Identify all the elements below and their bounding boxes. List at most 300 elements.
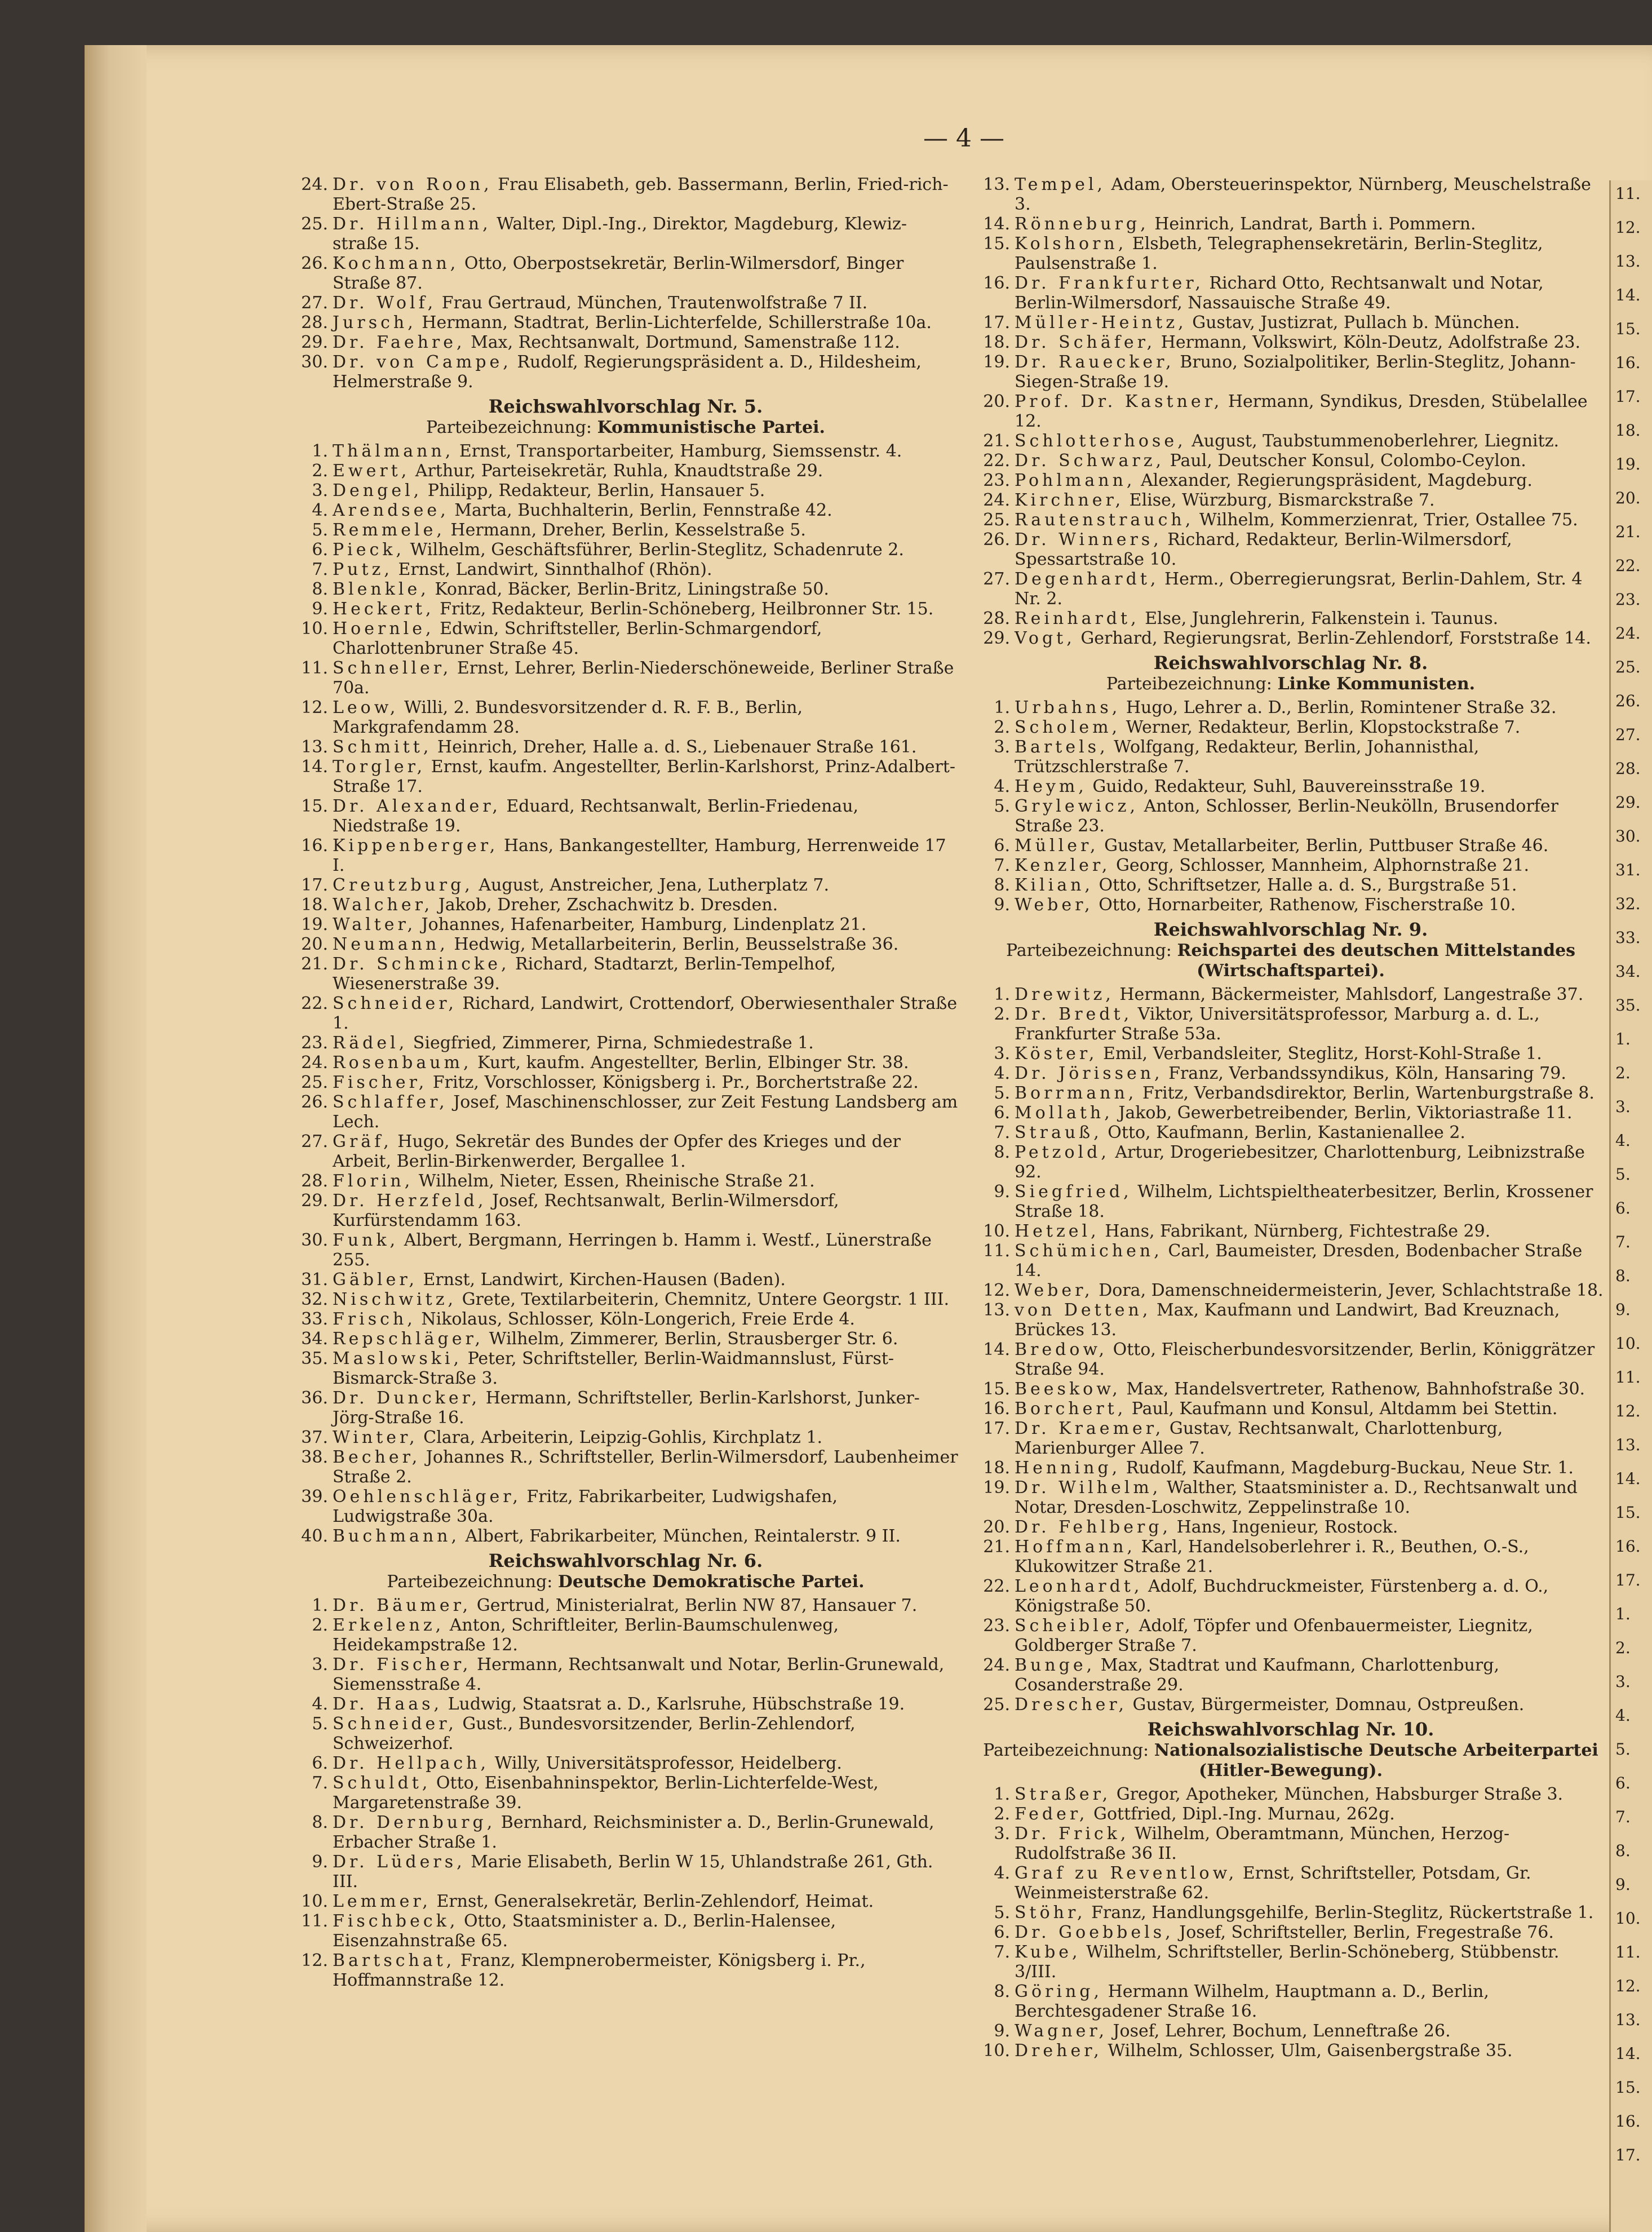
candidate-details: Gottfried, Dipl.-Ing. Murnau, 262g. — [1088, 1804, 1395, 1824]
entry-number: 25. — [983, 1695, 1010, 1715]
list-item — [975, 1004, 1606, 1044]
entry-number: 9. — [994, 2021, 1010, 2041]
entry-number: 8. — [312, 1813, 328, 1832]
adjacent-page-number: 11. — [1615, 1368, 1641, 1387]
candidate-name: Bartschat, — [333, 1951, 455, 1970]
candidate-name: Prof. Dr. Kastner, — [1015, 392, 1223, 411]
candidate-details: Elise, Würzburg, Bismarckstraße 7. — [1124, 490, 1435, 510]
list-item — [293, 1753, 958, 1773]
candidate-details: Fritz, Verbandsdirektor, Berlin, Wartenburgstraße 8. — [1137, 1083, 1595, 1103]
entry-number: 13. — [301, 737, 328, 757]
candidate-details: Ernst, Generalsekretär, Berlin-Zehlendorf, Heimat. — [431, 1892, 874, 1911]
candidate-name: Dr. Dernburg, — [333, 1813, 496, 1832]
candidate-name: Straßer, — [1015, 1784, 1111, 1804]
list-item — [293, 175, 958, 214]
list-item — [293, 1073, 958, 1092]
candidate-name: Dr. Faehre, — [333, 333, 466, 352]
list-item — [975, 1804, 1606, 1824]
entry-number: 2. — [994, 718, 1010, 737]
entry-number: 8. — [994, 1982, 1010, 2001]
entry-number: 29. — [983, 628, 1010, 648]
adjacent-page-number: 16. — [1615, 2112, 1641, 2131]
candidate-details: Otto, Staatsminister a. D., Berlin-Halensee, Eisenzahnstraße 65. — [333, 1911, 836, 1951]
adjacent-page-number: 15. — [1615, 2078, 1641, 2097]
list-item — [975, 1142, 1606, 1182]
list-item — [293, 1309, 958, 1329]
list-item — [975, 451, 1606, 471]
candidate-list — [293, 1596, 958, 1990]
entry-number: 6. — [312, 1753, 328, 1773]
adjacent-page-strip — [1609, 180, 1652, 2232]
candidate-name: Dr. Goebbels, — [1015, 1923, 1174, 1942]
list-item — [975, 985, 1606, 1004]
candidate-details: Hermann, Syndikus, Dresden, Stübelallee 12. — [1015, 392, 1588, 431]
candidate-details: Walter, Dipl.-Ing., Direktor, Magdeburg, Klewiz-straße 15. — [333, 214, 907, 254]
candidate-name: Drewitz, — [1015, 985, 1114, 1004]
entry-number: 11. — [301, 1911, 328, 1931]
list-item — [975, 431, 1606, 451]
adjacent-page-number: 1. — [1615, 1030, 1631, 1048]
list-item — [975, 273, 1606, 313]
candidate-name: Tempel, — [1015, 175, 1106, 194]
list-item — [293, 1290, 958, 1309]
entry-number: 8. — [994, 875, 1010, 895]
list-item — [975, 1576, 1606, 1616]
candidate-details: Marie Elisabeth, Berlin W 15, Uhlandstraße 261, Gth. III. — [333, 1852, 933, 1892]
right-column — [975, 175, 1606, 2061]
candidate-name: Vogt, — [1015, 628, 1075, 648]
candidate-name: von Detten, — [1015, 1300, 1151, 1320]
list-item — [293, 757, 958, 796]
candidate-name: Pieck, — [333, 540, 405, 560]
adjacent-page-number: 20. — [1615, 489, 1641, 507]
entry-number: 23. — [983, 471, 1010, 490]
entry-number: 25. — [301, 214, 328, 234]
candidate-details: Carl, Baumeister, Dresden, Bodenbacher Straße 14. — [1015, 1241, 1583, 1281]
list-item — [975, 530, 1606, 569]
adjacent-page-number: 16. — [1615, 1537, 1641, 1556]
candidate-details: Fritz, Redakteur, Berlin-Schöneberg, Heilbronner Str. 15. — [434, 599, 934, 619]
entry-number: 10. — [301, 1892, 328, 1911]
candidate-name: Gäbler, — [333, 1270, 418, 1290]
candidate-details: Richard, Landwirt, Crottendorf, Oberwiesenthaler Straße 1. — [333, 994, 958, 1033]
candidate-details: Emil, Verbandsleiter, Steglitz, Horst-Kohl-Straße 1. — [1097, 1044, 1542, 1064]
list-continuation-left — [293, 175, 958, 392]
candidate-name: Dr. Kraemer, — [1015, 1419, 1164, 1438]
candidate-name: Kube, — [1015, 1942, 1081, 1962]
candidate-name: Strauß, — [1015, 1123, 1102, 1142]
entry-number: 5. — [994, 1903, 1010, 1923]
candidate-details: Guido, Redakteur, Suhl, Bauvereinsstraße 19. — [1087, 777, 1486, 796]
section-nr-6 — [293, 1549, 958, 1990]
list-item — [293, 994, 958, 1033]
candidate-name: Müller-Heintz, — [1015, 313, 1187, 333]
entry-number: 4. — [994, 777, 1010, 796]
adjacent-page-number: 24. — [1615, 624, 1641, 643]
candidate-name: Borchert, — [1015, 1399, 1127, 1419]
entry-number: 4. — [312, 501, 328, 520]
candidate-details: Hermann, Schriftsteller, Berlin-Karlshorst, Junker-Jörg-Straße 16. — [333, 1388, 920, 1428]
entry-number: 14. — [983, 1340, 1010, 1359]
list-item — [293, 1171, 958, 1191]
candidate-details: Adolf, Buchdruckmeister, Fürstenberg a. d. O., Königstraße 50. — [1015, 1576, 1549, 1616]
candidate-name: Dr. Alexander, — [333, 796, 501, 816]
candidate-details: Siegfried, Zimmerer, Pirna, Schmiedestraße 1. — [408, 1033, 814, 1053]
entry-number: 1. — [312, 441, 328, 461]
candidate-details: Richard, Stadtarzt, Berlin-Tempelhof, Wiesenerstraße 39. — [333, 954, 836, 994]
section-nr-10 — [975, 1718, 1606, 2061]
entry-number: 5. — [994, 796, 1010, 816]
page-edge-stack — [85, 45, 147, 2232]
candidate-name: Petzold, — [1015, 1142, 1110, 1162]
entry-number: 8. — [312, 579, 328, 599]
candidate-details: Hans, Fabrikant, Nürnberg, Fichtestraße 29. — [1099, 1221, 1491, 1241]
candidate-details: Rudolf, Kaufmann, Magdeburg-Buckau, Neue Str. 1. — [1120, 1458, 1574, 1478]
candidate-name: Schlaffer, — [333, 1092, 448, 1112]
candidate-details: Kurt, kaufm. Angestellter, Berlin, Elbinger Str. 38. — [472, 1053, 909, 1073]
list-item — [975, 1399, 1606, 1419]
entry-number: 5. — [312, 520, 328, 540]
candidate-details: Paul, Deutscher Konsul, Colombo-Ceylon. — [1164, 451, 1526, 471]
list-item — [293, 293, 958, 313]
section-nr-5 — [293, 395, 958, 1546]
list-item — [293, 1053, 958, 1073]
candidate-name: Scholem, — [1015, 718, 1121, 737]
party-designation: Parteibezeichnung: Kommunistische Partei. — [426, 418, 825, 437]
list-item — [975, 875, 1606, 895]
list-item — [975, 1221, 1606, 1241]
entry-number: 5. — [994, 1083, 1010, 1103]
candidate-name: Schneider, — [333, 994, 457, 1013]
list-item — [293, 599, 958, 619]
section-nr-8 — [975, 652, 1606, 915]
candidate-details: Peter, Schriftsteller, Berlin-Waidmannslust, Fürst-Bismarck-Straße 3. — [333, 1349, 894, 1388]
list-item — [293, 1852, 958, 1892]
section-title: Reichswahlvorschlag Nr. 6. — [488, 1550, 763, 1571]
list-item — [975, 333, 1606, 352]
list-item — [975, 1103, 1606, 1123]
candidate-details: Karl, Handelsoberlehrer i. R., Beuthen, O.-S., Klukowitzer Straße 21. — [1015, 1537, 1529, 1576]
candidate-name: Dr. Bäumer, — [333, 1596, 472, 1615]
entry-number: 25. — [983, 510, 1010, 530]
list-item — [975, 1044, 1606, 1064]
candidate-name: Kochmann, — [333, 254, 459, 273]
list-item — [293, 935, 958, 954]
candidate-name: Wagner, — [1015, 2021, 1108, 2041]
entry-number: 38. — [301, 1447, 328, 1467]
adjacent-page-number: 14. — [1615, 2044, 1641, 2063]
entry-number: 35. — [301, 1349, 328, 1369]
entry-number: 10. — [983, 1221, 1010, 1241]
candidate-name: Borrmann, — [1015, 1083, 1137, 1103]
adjacent-page-number: 4. — [1615, 1131, 1631, 1150]
entry-number: 12. — [983, 1281, 1010, 1300]
list-item — [293, 461, 958, 481]
candidate-details: Frau Gertraud, München, Trautenwolfstraße 7 II. — [436, 293, 868, 313]
list-item — [293, 1092, 958, 1132]
adjacent-page-number: 25. — [1615, 658, 1641, 676]
candidate-details: Alexander, Regierungspräsident, Magdeburg. — [1135, 471, 1533, 490]
list-item — [975, 471, 1606, 490]
list-item — [975, 1695, 1606, 1715]
entry-number: 30. — [301, 1230, 328, 1250]
candidate-name: Maslowski, — [333, 1349, 463, 1369]
candidate-details: Wilhelm, Schlosser, Ulm, Gaisenbergstraße 35. — [1102, 2041, 1513, 2061]
candidate-name: Walter, — [333, 915, 417, 935]
adjacent-page-number: 27. — [1615, 725, 1641, 744]
candidate-name: Creutzburg, — [333, 875, 473, 895]
candidate-details: Hugo, Lehrer a. D., Berlin, Romintener Straße 32. — [1120, 698, 1557, 718]
candidate-name: Weber, — [1015, 895, 1093, 915]
entry-number: 37. — [301, 1428, 328, 1447]
entry-number: 13. — [983, 175, 1010, 194]
candidate-name: Kolshorn, — [1015, 234, 1127, 254]
candidate-details: Wilhelm, Geschäftsführer, Berlin-Steglitz, Schadenrute 2. — [405, 540, 904, 560]
candidate-name: Reinhardt, — [1015, 609, 1140, 628]
list-item — [293, 441, 958, 461]
candidate-details: Albert, Fabrikarbeiter, München, Reintalerstr. 9 II. — [460, 1526, 901, 1546]
candidate-name: Dreher, — [1015, 2041, 1102, 2061]
candidate-details: Fritz, Vorschlosser, Königsberg i. Pr., Borchertstraße 22. — [427, 1073, 919, 1092]
candidate-name: Drescher, — [1015, 1695, 1128, 1715]
candidate-name: Siegfried, — [1015, 1182, 1132, 1202]
list-item — [975, 1655, 1606, 1695]
candidate-name: Dr. Fehlberg, — [1015, 1517, 1172, 1537]
candidate-name: Weber, — [1015, 1281, 1093, 1300]
adjacent-page-number: 2. — [1615, 1638, 1631, 1657]
candidate-name: Fischer, — [333, 1073, 428, 1092]
adjacent-page-number: 6. — [1615, 1199, 1631, 1217]
adjacent-page-number: 8. — [1615, 1841, 1631, 1860]
candidate-details: Wilhelm, Nieter, Essen, Rheinische Straße 21. — [413, 1171, 815, 1191]
candidate-name: Arendsee, — [333, 501, 449, 520]
entry-number: 3. — [994, 737, 1010, 757]
candidate-name: Dr. Schwarz, — [1015, 451, 1165, 471]
entry-number: 15. — [983, 1379, 1010, 1399]
candidate-name: Rosenbaum, — [333, 1053, 472, 1073]
adjacent-page-number: 7. — [1615, 1808, 1631, 1826]
entry-number: 26. — [983, 530, 1010, 550]
candidate-details: Wilhelm, Lichtspieltheaterbesitzer, Berlin, Krossener Straße 18. — [1015, 1182, 1593, 1221]
entry-number: 33. — [301, 1309, 328, 1329]
entry-number: 12. — [301, 698, 328, 718]
entry-number: 18. — [983, 1458, 1010, 1478]
candidate-name: Dr. Fischer, — [333, 1655, 472, 1675]
list-item — [293, 313, 958, 333]
entry-number: 6. — [994, 1103, 1010, 1123]
candidate-details: August, Anstreicher, Jena, Lutherplatz 7. — [473, 875, 830, 895]
list-item — [293, 520, 958, 540]
candidate-name: Buchmann, — [333, 1526, 460, 1546]
list-item — [293, 214, 958, 254]
candidate-name: Frisch, — [333, 1309, 416, 1329]
list-item — [293, 1615, 958, 1655]
candidate-details: Ernst, Lehrer, Berlin-Niederschöneweide, Berliner Straße 70a. — [333, 658, 954, 698]
list-item — [975, 1616, 1606, 1655]
list-item — [975, 352, 1606, 392]
list-item — [293, 1270, 958, 1290]
entry-number: 18. — [983, 333, 1010, 352]
candidate-details: Otto, Kaufmann, Berlin, Kastanienallee 2. — [1102, 1123, 1465, 1142]
party-designation: Parteibezeichnung: Reichspartei des deutschen Mittelstandes (Wirtschaftspartei). — [1006, 941, 1576, 981]
candidate-details: Max, Rechtsanwalt, Dortmund, Samenstraße 112. — [465, 333, 900, 352]
list-item — [293, 1892, 958, 1911]
candidate-name: Feder, — [1015, 1804, 1088, 1824]
entry-number: 3. — [312, 1655, 328, 1675]
candidate-details: Else, Junglehrerin, Falkenstein i. Taunus. — [1139, 609, 1499, 628]
entry-number: 24. — [301, 175, 328, 194]
candidate-name: Dr. Wilhelm, — [1015, 1478, 1162, 1498]
entry-number: 4. — [312, 1694, 328, 1714]
candidate-details: Heinrich, Landrat, Bartḣ i. Pommern. — [1149, 214, 1476, 234]
list-item — [975, 1419, 1606, 1458]
adjacent-page-number: 34. — [1615, 962, 1641, 981]
candidate-details: Ernst, kaufm. Angestellter, Berlin-Karlshorst, Prinz-Adalbert-Straße 17. — [333, 757, 956, 796]
candidate-details: Hermann, Bäckermeister, Mahlsdorf, Langestraße 37. — [1114, 985, 1584, 1004]
candidate-details: Rudolf, Regierungspräsident a. D., Hildesheim, Helmerstraße 9. — [333, 352, 922, 392]
party-designation: Parteibezeichnung: Nationalsozialistische Deutsche Arbeiterpartei (Hitler-Bewegung). — [983, 1741, 1598, 1781]
entry-number: 30. — [301, 352, 328, 372]
list-item — [293, 1487, 958, 1526]
adjacent-page-number: 10. — [1615, 1909, 1641, 1928]
list-item — [975, 1241, 1606, 1281]
candidate-name: Scheibler, — [1015, 1616, 1134, 1636]
candidate-details: Hedwig, Metallarbeiterin, Berlin, Beusselstraße 36. — [448, 935, 899, 954]
adjacent-page-number: 12. — [1615, 1977, 1641, 1995]
candidate-details: Grete, Textilarbeiterin, Chemnitz, Untere Georgstr. 1 III. — [457, 1290, 950, 1309]
list-item — [293, 352, 958, 392]
adjacent-page-number: 9. — [1615, 1300, 1631, 1319]
candidate-list — [975, 985, 1606, 1715]
entry-number: 10. — [983, 2041, 1010, 2061]
entry-number: 22. — [301, 994, 328, 1013]
adjacent-page-number: 5. — [1615, 1740, 1631, 1759]
candidate-details: Bernhard, Reichsminister a. D., Berlin-Grunewald, Erbacher Straße 1. — [333, 1813, 934, 1852]
list-item — [293, 560, 958, 579]
adjacent-page-number: 29. — [1615, 793, 1641, 812]
entry-number: 25. — [301, 1073, 328, 1092]
list-item — [293, 333, 958, 352]
candidate-details: Arthur, Parteisekretär, Ruhla, Knaudtstraße 29. — [410, 461, 823, 481]
candidate-details: Adolf, Töpfer und Ofenbauermeister, Liegnitz, Goldberger Straße 7. — [1015, 1616, 1533, 1655]
list-item — [975, 609, 1606, 628]
entry-number: 6. — [994, 836, 1010, 856]
list-item — [975, 1281, 1606, 1300]
entry-number: 24. — [983, 1655, 1010, 1675]
list-item — [975, 1824, 1606, 1863]
candidate-name: Dr. Wolf, — [333, 293, 437, 313]
candidate-details: Anton, Schlosser, Berlin-Neukölln, Brusendorfer Straße 23. — [1015, 796, 1558, 836]
entry-number: 29. — [301, 333, 328, 352]
list-item — [293, 619, 958, 658]
list-item — [975, 313, 1606, 333]
candidate-name: Dr. Hellpach, — [333, 1753, 490, 1773]
candidate-details: Wilhelm, Kommerzienrat, Trier, Ostallee 75. — [1194, 510, 1578, 530]
candidate-details: Willy, Universitätsprofessor, Heidelberg. — [489, 1753, 842, 1773]
adjacent-page-number: 33. — [1615, 928, 1641, 947]
entry-number: 26. — [301, 1092, 328, 1112]
list-item — [975, 1123, 1606, 1142]
entry-number: 21. — [983, 431, 1010, 451]
entry-number: 15. — [983, 234, 1010, 254]
list-item — [293, 1132, 958, 1171]
candidate-name: Repschläger, — [333, 1329, 484, 1349]
entry-number: 7. — [994, 1123, 1010, 1142]
candidate-details: Fritz, Fabrikarbeiter, Ludwigshafen, Ludwigstraße 30a. — [333, 1487, 838, 1526]
candidate-name: Schneider, — [333, 1714, 457, 1734]
list-item — [293, 836, 958, 875]
entry-number: 31. — [301, 1270, 328, 1290]
list-item — [293, 658, 958, 698]
adjacent-page-number: 28. — [1615, 759, 1641, 778]
candidate-name: Pohlmann, — [1015, 471, 1136, 490]
list-item — [975, 737, 1606, 777]
candidate-details: Werner, Redakteur, Berlin, Klopstockstraße 7. — [1120, 718, 1521, 737]
candidate-name: Hoffmann, — [1015, 1537, 1136, 1557]
adjacent-page-number: 15. — [1615, 1503, 1641, 1522]
candidate-name: Neumann, — [333, 935, 449, 954]
entry-number: 28. — [301, 1171, 328, 1191]
list-item — [975, 214, 1606, 234]
candidate-details: August, Taubstummenoberlehrer, Liegnitz. — [1186, 431, 1560, 451]
entry-number: 20. — [301, 935, 328, 954]
entry-number: 27. — [301, 293, 328, 313]
adjacent-page-number: 3. — [1615, 1097, 1631, 1116]
candidate-details: Hans, Ingenieur, Rostock. — [1171, 1517, 1398, 1537]
candidate-details: Konrad, Bäcker, Berlin-Britz, Liningstraße 50. — [429, 579, 829, 599]
adjacent-page-number: 19. — [1615, 455, 1641, 473]
entry-number: 15. — [301, 796, 328, 816]
candidate-details: Josef, Schriftsteller, Berlin, Fregestraße 76. — [1173, 1923, 1554, 1942]
list-item — [293, 1526, 958, 1546]
list-item — [293, 915, 958, 935]
list-item — [975, 895, 1606, 915]
candidate-details: Bruno, Sozialpolitiker, Berlin-Steglitz, Johann-Siegen-Straße 19. — [1015, 352, 1576, 392]
list-item — [975, 777, 1606, 796]
candidate-details: Albert, Bergmann, Herringen b. Hamm i. Westf., Lünerstraße 255. — [333, 1230, 932, 1270]
candidate-details: Josef, Rechtsanwalt, Berlin-Wilmersdorf, Kurfürstendamm 163. — [333, 1191, 839, 1230]
list-item — [293, 501, 958, 520]
entry-number: 19. — [983, 352, 1010, 372]
candidate-details: Willi, 2. Bundesvorsitzender d. R. F. B., Berlin, Markgrafendamm 28. — [333, 698, 803, 737]
candidate-details: Georg, Schlosser, Mannheim, Alphornstraße 21. — [1110, 856, 1530, 875]
candidate-name: Göring, — [1015, 1982, 1103, 2001]
entry-number: 21. — [301, 954, 328, 974]
list-item — [975, 392, 1606, 431]
entry-number: 17. — [983, 1419, 1010, 1438]
candidate-name: Hetzel, — [1015, 1221, 1100, 1241]
candidate-details: Adam, Obersteuerinspektor, Nürnberg, Meuschelstraße 3. — [1015, 175, 1591, 214]
entry-number: 1. — [994, 1784, 1010, 1804]
entry-number: 19. — [983, 1478, 1010, 1498]
entry-number: 11. — [301, 658, 328, 678]
candidate-name: Dr. Winners, — [1015, 530, 1162, 550]
adjacent-page-number: 13. — [1615, 252, 1641, 271]
entry-number: 7. — [312, 1773, 328, 1793]
adjacent-page-number: 15. — [1615, 320, 1641, 338]
candidate-details: Otto, Eisenbahninspektor, Berlin-Lichterfelde-West, Margaretenstraße 39. — [333, 1773, 879, 1813]
entry-number: 28. — [983, 609, 1010, 628]
entry-number: 16. — [301, 836, 328, 856]
adjacent-page-number: 23. — [1615, 590, 1641, 609]
candidate-name: Schümichen, — [1015, 1241, 1163, 1261]
candidate-details: Franz, Handlungsgehilfe, Berlin-Steglitz, Rückertstraße 1. — [1086, 1903, 1594, 1923]
candidate-name: Schuldt, — [333, 1773, 431, 1793]
candidate-details: Marta, Buchhalterin, Berlin, Fennstraße 42. — [449, 501, 832, 520]
entry-number: 1. — [994, 698, 1010, 718]
section-nr-9 — [975, 918, 1606, 1715]
adjacent-page-number: 35. — [1615, 996, 1641, 1015]
